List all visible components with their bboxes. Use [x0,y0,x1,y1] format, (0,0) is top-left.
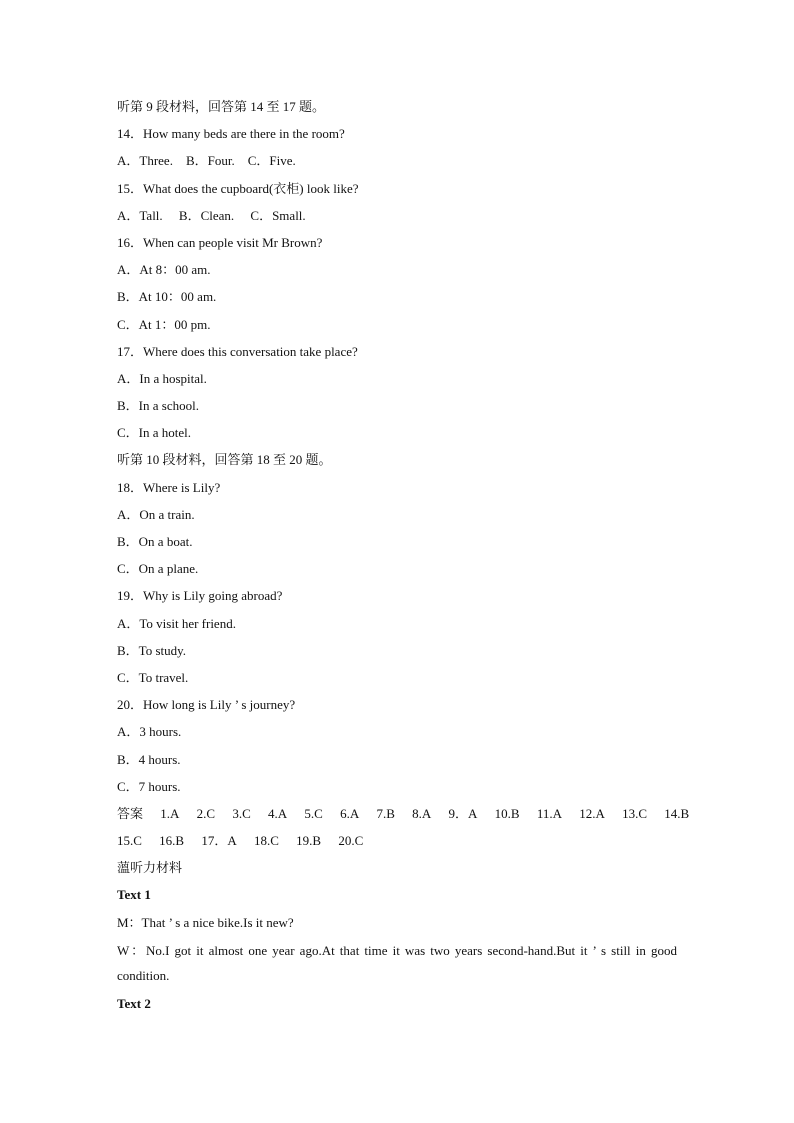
answer-item: 3.C [232,805,251,821]
answer-item: 20.C [338,833,364,849]
question-17-option-b: B．In a school. [117,398,199,414]
question-18: 18．Where is Lily? [117,479,221,495]
answer-item: 19.B [296,833,322,849]
question-20-option-c: C．7 hours. [117,778,181,794]
answer-item: 9．A [448,805,478,821]
answer-item: 1.A [160,805,180,821]
text-2-title: Text 2 [117,995,151,1011]
question-18-option-c: C．On a plane. [117,561,199,577]
text-1-line-2: W：No.I got it almost one year ago.At that time it was two years second-hand.But it ’ s still in good condition. [117,942,677,983]
section-9-header: 听第 9 段材料，回答第 14 至 17 题。 [117,99,326,114]
question-15-options: A．Tall. B．Clean. C．Small. [117,207,306,223]
question-16-option-a: A．At 8：00 am. [117,262,211,278]
answer-item: 15.C [117,833,142,849]
answer-item: 18.C [253,833,279,849]
question-20-option-b: B．4 hours. [117,751,181,767]
answer-item: 17．A [201,833,237,849]
question-19: 19．Why is Lily going abroad? [117,588,283,604]
answer-item: 7.B [376,805,395,821]
question-20: 20．How long is Lily ’ s journey? [117,697,296,713]
answer-item: 14.B [664,805,690,821]
question-14-options: A．Three. B．Four. C．Five. [117,153,296,169]
question-17-option-a: A．In a hospital. [117,370,207,386]
question-16-option-c: C．At 1：00 pm. [117,316,211,332]
question-17-option-c: C．In a hotel. [117,425,192,441]
question-15: 15．What does the cupboard(衣柜) look like? [117,180,359,196]
answer-item: 6.A [340,805,360,821]
answer-item: 13.C [622,805,648,821]
question-16-option-b: B．At 10：00 am. [117,289,217,305]
section-10-header: 听第 10 段材料，回答第 18 至 20 题。 [117,452,332,468]
question-16: 16．When can people visit Mr Brown? [117,234,323,250]
answer-item: 10.B [494,805,520,821]
question-19-option-c: C．To travel. [117,669,189,685]
answer-key-label: 答案 [117,805,144,821]
answer-item: 16.B [159,833,185,849]
question-19-option-b: B．To study. [117,642,187,658]
question-14: 14．How many beds are there in the room? [117,126,345,142]
answer-key-line-1 [117,800,690,827]
answer-item: 4.A [268,805,288,821]
transcript-header: 薀听力材料 [117,860,183,876]
text-1-title: Text 1 [117,887,151,903]
answer-item: 8.A [412,805,432,821]
question-17: 17．Where does this conversation take place? [117,343,358,359]
answer-item: 5.C [304,805,323,821]
question-18-option-a: A．On a train. [117,506,195,522]
answer-item: 11.A [536,805,562,821]
answer-item: 2.C [196,805,216,821]
question-19-option-a: A．To visit her friend. [117,615,236,631]
question-18-option-b: B．On a boat. [117,534,193,549]
question-20-option-a: A．3 hours. [117,724,182,740]
answer-item: 12.A [579,805,605,821]
answer-key-line-2 [117,827,677,854]
text-1-line-1: M：That ’ s a nice bike.Is it new? [117,914,294,930]
document-page [117,93,690,1017]
